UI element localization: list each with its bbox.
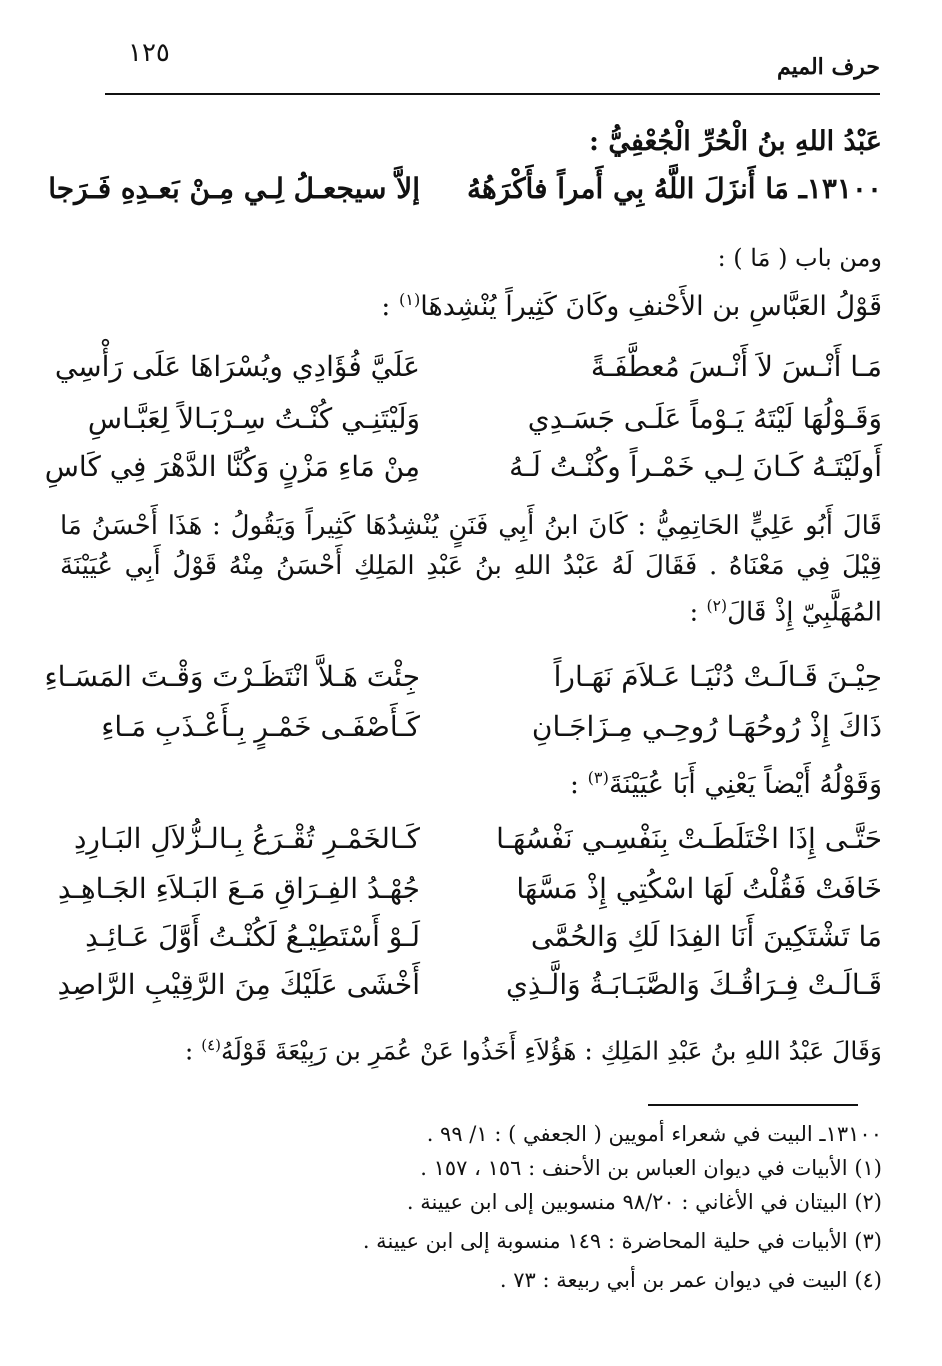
chapter-heading: ومن باب ( مَا ) : bbox=[717, 244, 882, 272]
poem1-intro: قَوْلُ العَبَّاسِ بن الأَحْنفِ وكَانَ كَثِيراً يُنْشِدهَا$^{(١)}$ : bbox=[381, 290, 882, 322]
poem3-verse-3: مَا تَشْتَكِينَ أَنَا الفِدَا لَكِ وَالحُمَّى لَـوْ أَسْتَطِيْـعُ لَكُنْـتُ أَوَّلَ عَـائِـدِ bbox=[85, 920, 882, 953]
poem1-verse-1: مَـا أَنْـسَ لاَ أَنْـسَ مُعطَّفَـةً عَلَيَّ فُؤَادِي ويُسْرَاهَا عَلَى رَأْسِي bbox=[54, 350, 882, 383]
poem3-verse-2: خَافَتْ فَقُلْتُ لَهَا اسْكُتِي إِذْ مَسَّهَا جُهْـدُ الفِـرَاقِ مَـعَ البَـلاَءِ الجَـاهِـدِ bbox=[57, 872, 882, 905]
poem1-verse-2: وَقَـوْلُهَا لَيْتَهُ يَـوْماً عَلَـى جَسَـدِي وَلَيْتَنِـي كُنْـتُ سِـرْبَـالاً لِعَبَّـاسِ bbox=[87, 402, 882, 435]
footnote-2: (٢) البيتان في الأغاني : ٩٨/٢٠ منسوبين إلى ابن عيينة . bbox=[406, 1190, 882, 1214]
running-head: حرف الميم bbox=[776, 54, 880, 80]
main-verse-second-hemistich: إلاَّ سيجعـلُ لِـي مِـنْ بَعـدِهِ فَـرَجا bbox=[48, 172, 420, 205]
poet-heading: عَبْدُ اللهِ بنُ الْحُرِّ الْجُعْفِيُّ : bbox=[588, 126, 882, 157]
footnote-ref-2: (٢) bbox=[706, 597, 728, 615]
footnote-ref-1: (١) bbox=[398, 290, 421, 309]
poem1-verse-3: أَولَيْتَـهُ كَـانَ لِـي خَمْـراً وكُنْـتُ لَـهُ مِنْ مَاءِ مَزْنٍ وَكُنَّا الدَّهْرَ فِي كَاسِ bbox=[44, 450, 882, 483]
poem3-verse-1: حَتَّـى إِذَا اخْتَلَطَـتْ بِنَفْسِـي نَفْسُهَـا كَـالخَمْـرِ تُقْـرَعُ بِـالـزُّلاَلِ البَـارِدِ bbox=[73, 822, 882, 855]
footnote-ref-4: (٤) bbox=[201, 1036, 222, 1054]
footnote-ref-3: (٣) bbox=[587, 768, 609, 787]
closing-intro: وَقَالَ عَبْدُ اللهِ بنُ عَبْدِ المَلِكِ : هَؤُلاَءِ أَخَذُوا عَنْ عُمَرِ بن رَبِيْعَةَ قَوْلَهُ$^{(٤)}$ : bbox=[184, 1036, 882, 1066]
poem3-verse-4: قَـالَـتْ فِـرَاقُـكَ وَالصَّبَـابَـةُ وَالَّـذِي أَخْشَى عَلَيْكَ مِنَ الرَّقِيْبِ الرَّاصِدِ bbox=[57, 968, 882, 1001]
main-verse-first-hemistich: ١٣١٠٠ـ مَا أَنزَلَ اللَّهُ بِي أَمراً فأَكْرَهُهُ bbox=[467, 172, 882, 205]
footnote-3: (٣) الأبيات في حلية المحاضرة : ١٤٩ منسوبة إلى ابن عيينة . bbox=[362, 1229, 882, 1253]
verse-number: ١٣١٠٠ـ bbox=[798, 172, 882, 205]
poem2-verse-1: حِيْـنَ قَـالَـتْ دُنْيَـا عَـلاَمَ نَهَـاراً جِئْتَ هَـلاَّ انْتَظَـرْتَ وَقْـتَ المَسَـاءِ bbox=[44, 660, 882, 693]
footnote-main: ١٣١٠٠ـ البيت في شعراء أمويين ( الجعفي ) : ١/ ٩٩ . bbox=[426, 1122, 882, 1146]
poem2-verse-2: ذَاكَ إِذْ رُوحُهَـا رُوحِـي مِـزَاجَـانِ كَـأَصْفَـى خَمْـرٍ بِـأَعْـذَبِ مَـاءِ bbox=[101, 710, 882, 743]
header-rule bbox=[105, 93, 880, 95]
footnote-4: (٤) البيت في ديوان عمر بن أبي ربيعة : ٧٣ . bbox=[499, 1268, 882, 1292]
page-number: ١٢٥ bbox=[128, 38, 170, 68]
footnote-1: (١) الأبيات في ديوان العباس بن الأحنف : ١٥٦ ، ١٥٧ . bbox=[420, 1156, 882, 1180]
footnote-rule bbox=[648, 1104, 858, 1106]
poem3-intro: وَقَوْلُهُ أَيْضاً يَعْنِي أَبَا عُيَيْنَةَ$^{(٣)}$ : bbox=[569, 768, 882, 800]
main-verse bbox=[48, 172, 882, 212]
prose-paragraph: قَالَ أَبُو عَلِيٍّ الحَاتِمِيُّ : كَانَ ابنُ أَبِي فَنَنٍ يُنْشِدُهَا كَثِيراً وَيَقُولُ : هَذَا أَحْسَنُ مَا قِيْلَ فِي مَعْنَاهُ . فَقَالَ لَهُ عَبْدُ اللهِ بنُ عَبْدِ المَلِكِ أَحْسَنُ مِنْهُ قَوْلُ أَبِي عُيَيْنَةَ المُهَلَّبِيّ إِذْ قَالَ$^{(٢)}$ : bbox=[60, 511, 882, 628]
